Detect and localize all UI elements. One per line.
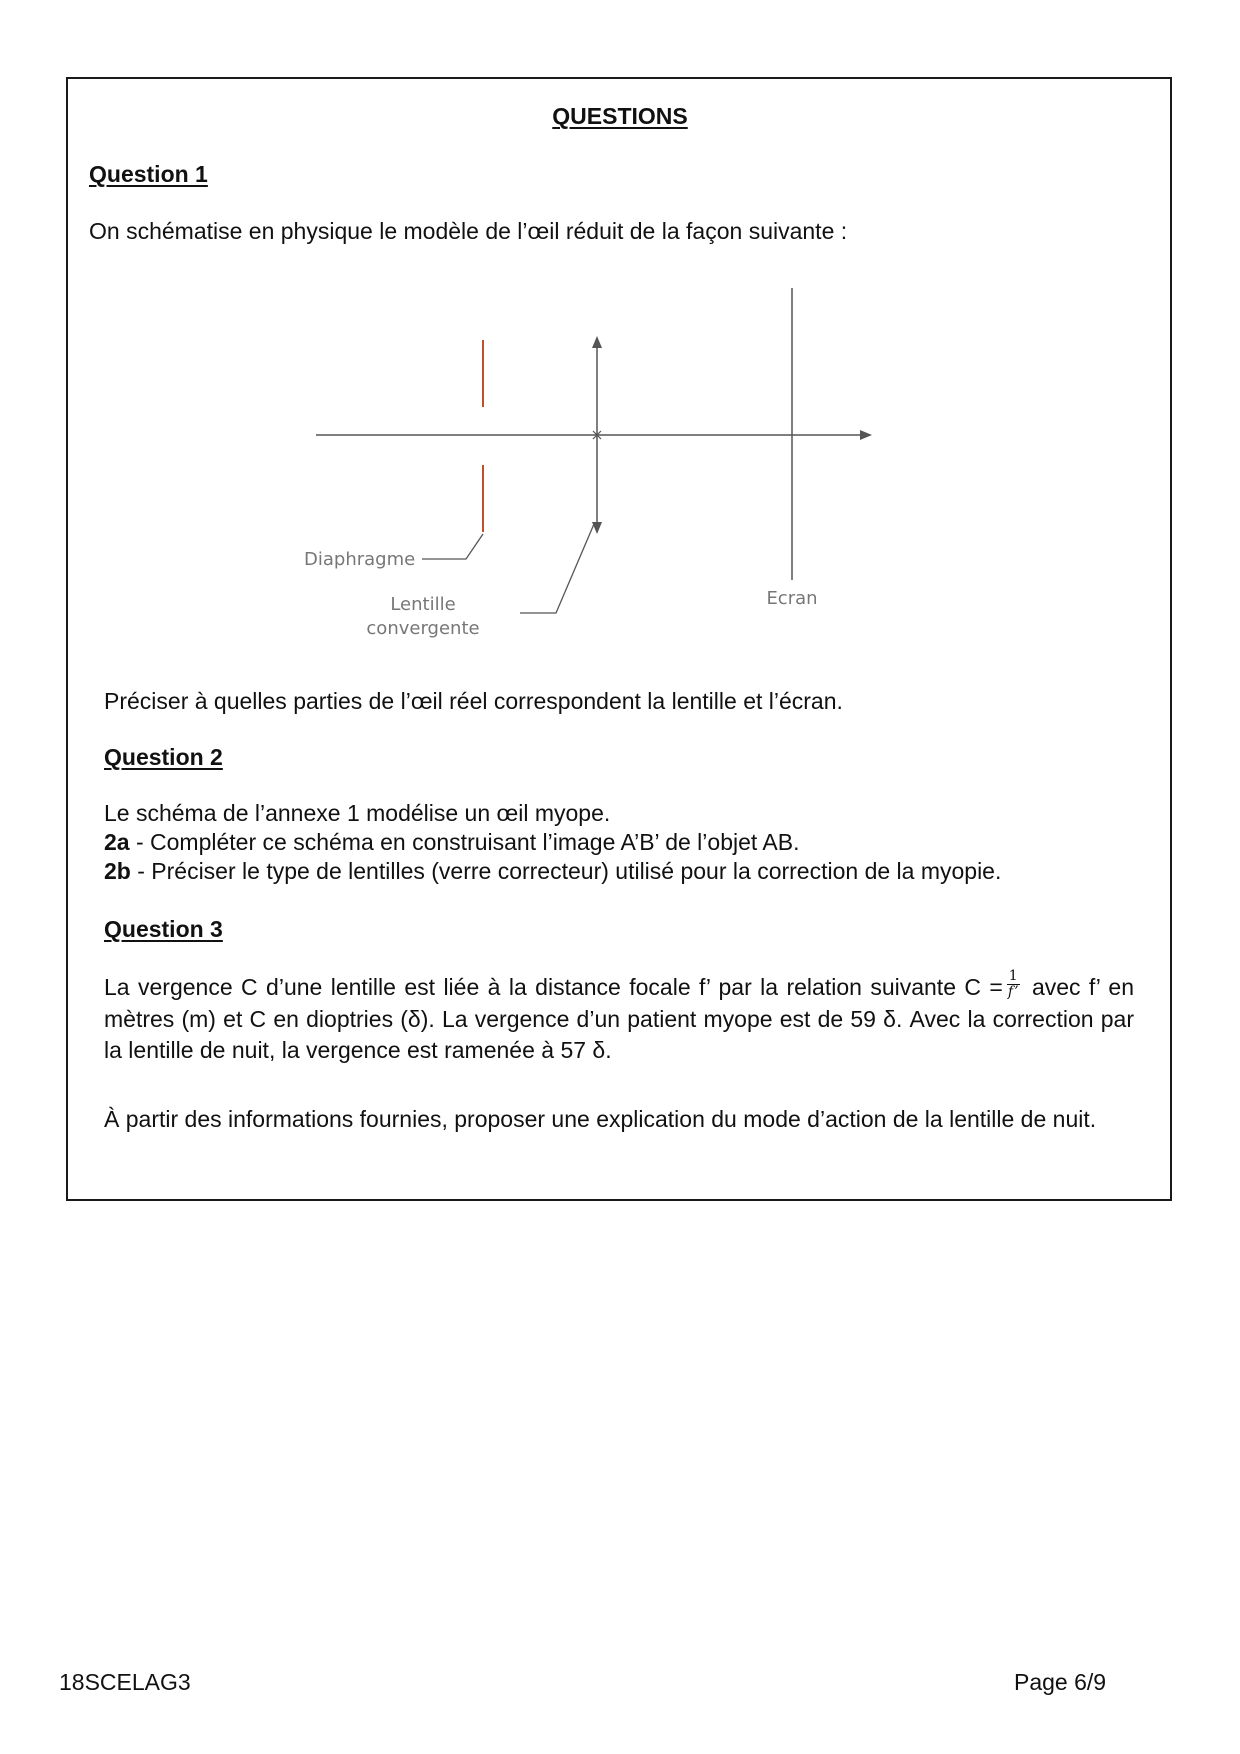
lens-label-line2: convergente — [366, 618, 480, 639]
question-2a — [104, 828, 1134, 857]
question-2-intro: Le schéma de l’annexe 1 modélise un œil myope. — [104, 800, 611, 826]
screen-label: Ecran — [766, 588, 818, 609]
diaphragm-leader — [422, 534, 483, 559]
vergence-formula — [1006, 969, 1021, 1000]
lens-label-line1: Lentille — [390, 594, 456, 615]
reduced-eye-diagram — [290, 280, 890, 660]
formula-numerator: 1 — [1008, 968, 1018, 985]
footer-exam-code: 18SCELAG3 — [59, 1669, 191, 1695]
question-2-heading: Question 2 — [104, 744, 223, 770]
question-1-prompt: Préciser à quelles parties de l’œil réel correspondent la lentille et l’écran. — [104, 688, 843, 714]
question-3-heading: Question 3 — [104, 916, 223, 942]
question-1-intro: On schématise en physique le modèle de l’œil réduit de la façon suivante : — [89, 218, 848, 244]
page-title: QUESTIONS — [552, 103, 688, 129]
question-3-prompt: À partir des informations fournies, proposer une explication du mode d’action de la lentille de nuit. — [104, 1106, 1097, 1132]
optical-axis-arrowhead — [860, 430, 872, 440]
question-2a-label: 2a — [104, 829, 130, 855]
footer-page-number: Page 6/9 — [1014, 1669, 1107, 1695]
question-2b-text: - Préciser le type de lentilles (verre correcteur) utilisé pour la correction de la myopie. — [130, 858, 1002, 884]
question-2a-text: - Compléter ce schéma en construisant l’image A’B’ de l’objet AB. — [129, 829, 800, 855]
question-3-text — [104, 968, 1134, 1066]
lens-top-arrowhead — [592, 336, 602, 348]
question-3-text-before: La vergence C d’une lentille est liée à la distance focale f’ par la relation suivante C = — [104, 974, 1003, 1000]
question-2b-label: 2b — [104, 858, 131, 884]
question-2b — [104, 857, 1134, 886]
question-1-heading: Question 1 — [89, 161, 208, 187]
question-2-body — [104, 799, 1134, 886]
question-3-text-after: avec f’ en mètres (m) et C en dioptries (δ). La vergence d’un patient myope est de 59 δ. Avec la correction par la lentille de nuit, la vergence est ramenée à 57 δ. — [104, 974, 1134, 1064]
diaphragm-label: Diaphragme — [304, 549, 416, 570]
lens-leader — [520, 524, 594, 613]
formula-denominator: f’ — [1007, 984, 1019, 1001]
